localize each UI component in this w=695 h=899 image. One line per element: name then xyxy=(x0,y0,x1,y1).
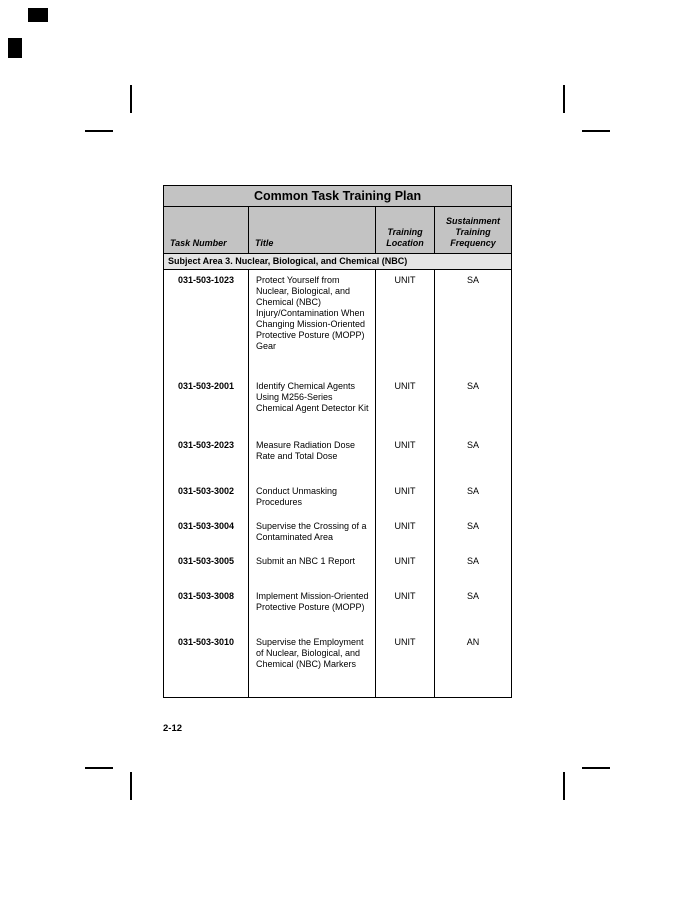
table-title-row xyxy=(164,186,512,207)
task-number: 031-503-3002 xyxy=(164,481,249,516)
task-title: Supervise the Employment of Nuclear, Biological, and Chemical (NBC) Markers xyxy=(249,632,376,698)
training-location: UNIT xyxy=(376,270,435,376)
crop-mark-bottom-left-vertical xyxy=(130,772,132,800)
column-header-training-location: Training Location xyxy=(376,207,435,254)
crop-mark-top-right-horizontal xyxy=(582,130,610,132)
training-location: UNIT xyxy=(376,481,435,516)
task-number: 031-503-3004 xyxy=(164,516,249,551)
column-header-task-number: Task Number xyxy=(164,207,249,254)
subject-area-header: Subject Area 3. Nuclear, Biological, and Chemical (NBC) xyxy=(164,254,512,270)
training-frequency: SA xyxy=(435,376,512,435)
task-title: Supervise the Crossing of a Contaminated Area xyxy=(249,516,376,551)
training-location: UNIT xyxy=(376,632,435,698)
training-location: UNIT xyxy=(376,516,435,551)
crop-mark-bottom-left-horizontal xyxy=(85,767,113,769)
task-title: Submit an NBC 1 Report xyxy=(249,551,376,586)
table-row xyxy=(164,435,512,481)
task-title: Measure Radiation Dose Rate and Total Dose xyxy=(249,435,376,481)
training-frequency: SA xyxy=(435,270,512,376)
task-number: 031-503-1023 xyxy=(164,270,249,376)
task-number: 031-503-2023 xyxy=(164,435,249,481)
training-frequency: AN xyxy=(435,632,512,698)
table-row xyxy=(164,551,512,586)
page-number: 2-12 xyxy=(163,723,183,734)
table-title: Common Task Training Plan xyxy=(164,186,512,207)
crop-mark-bottom-right-horizontal xyxy=(582,767,610,769)
task-number: 031-503-3008 xyxy=(164,586,249,632)
table-row xyxy=(164,481,512,516)
task-title: Protect Yourself from Nuclear, Biological, and Chemical (NBC) Injury/Contamination When Changing Mission-Oriented Protective Posture (MOPP) Gear xyxy=(249,270,376,376)
column-header-row xyxy=(164,207,512,254)
task-title: Implement Mission-Oriented Protective Posture (MOPP) xyxy=(249,586,376,632)
training-location: UNIT xyxy=(376,435,435,481)
crop-mark-top-right-vertical xyxy=(563,85,565,113)
table-row xyxy=(164,270,512,376)
training-frequency: SA xyxy=(435,516,512,551)
table-row xyxy=(164,586,512,632)
task-number: 031-503-2001 xyxy=(164,376,249,435)
crop-mark-top-left-vertical xyxy=(130,85,132,113)
training-location: UNIT xyxy=(376,376,435,435)
registration-block-left xyxy=(8,38,22,58)
table-row xyxy=(164,516,512,551)
training-frequency: SA xyxy=(435,586,512,632)
subject-area-row xyxy=(164,254,512,270)
training-frequency: SA xyxy=(435,435,512,481)
task-title: Identify Chemical Agents Using M256-Series Chemical Agent Detector Kit xyxy=(249,376,376,435)
column-header-title: Title xyxy=(249,207,376,254)
training-location: UNIT xyxy=(376,551,435,586)
training-frequency: SA xyxy=(435,551,512,586)
task-number: 031-503-3005 xyxy=(164,551,249,586)
table-row xyxy=(164,632,512,698)
column-header-sustainment-training-frequency: Sustainment Training Frequency xyxy=(435,207,512,254)
task-number: 031-503-3010 xyxy=(164,632,249,698)
crop-mark-top-left-horizontal xyxy=(85,130,113,132)
training-plan-table xyxy=(163,185,512,698)
table-row xyxy=(164,376,512,435)
registration-block-top xyxy=(28,8,48,22)
training-location: UNIT xyxy=(376,586,435,632)
training-frequency: SA xyxy=(435,481,512,516)
task-title: Conduct Unmasking Procedures xyxy=(249,481,376,516)
crop-mark-bottom-right-vertical xyxy=(563,772,565,800)
